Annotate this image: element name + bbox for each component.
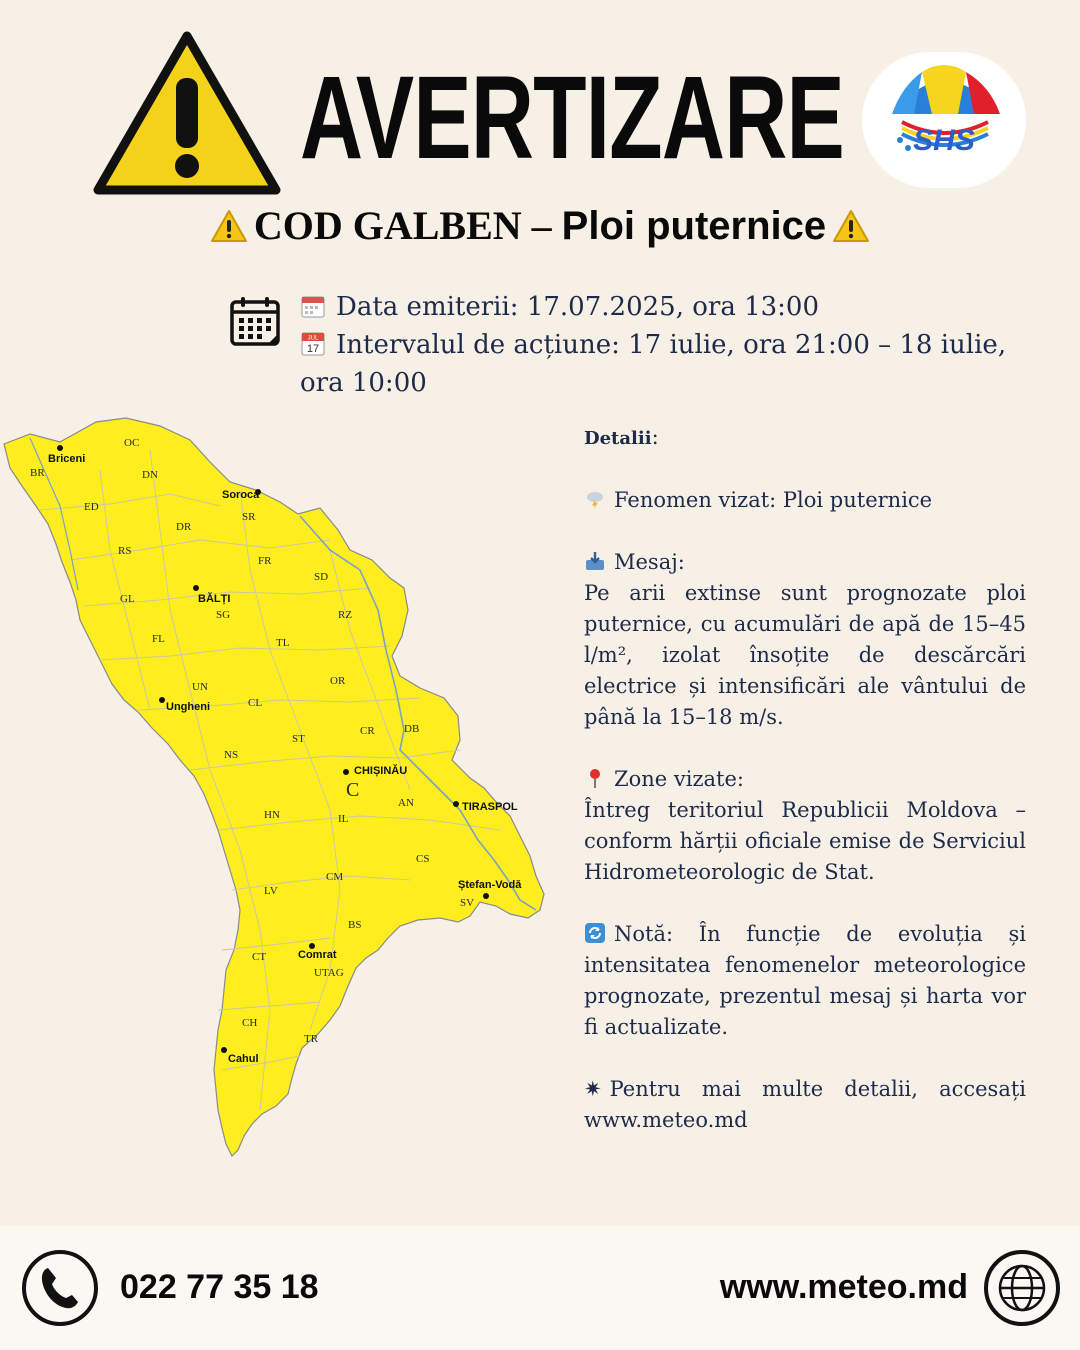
calendar-icon xyxy=(228,294,284,350)
sparkle-icon: ✷ xyxy=(584,1077,602,1101)
action-interval: JUL 17 Intervalul de acțiune: 17 iulie, ora 21:00 – 18 iulie, xyxy=(300,326,1006,364)
district-label: DN xyxy=(142,469,158,481)
district-label: ED xyxy=(84,501,99,513)
city-label: Cahul xyxy=(228,1053,259,1065)
district-label: TR xyxy=(304,1033,319,1045)
message-text: Pe arii extinse sunt prognozate ploi puternice, cu acumulări de apă de 15–45 l/m², izolat însoțite de descărcări electrice și intensificări ale vântului de până la 15–18 m/s. xyxy=(584,581,1026,729)
district-label: UN xyxy=(192,681,208,693)
spiral-calendar-icon xyxy=(300,293,326,319)
district-label: DB xyxy=(404,723,420,735)
city-label: TIRASPOL xyxy=(462,801,518,813)
details-panel: Detalii: Fenomen vizat: Ploi puternice Mesaj: Pe arii extinse sunt prognozate ploi puternice, cu acumulări de apă de 15–45 l/m², izolat însoțite de descărcări electrice și intensificări ale vântului de până la 15–18 m/s. Zone vizate: Întreg teritoriul Republicii Moldova – conform hărții oficiale emise de Serviciul Hidrometeorologic de Stat. Notă: În funcție de evoluția și intensitatea fenomenelor meteorologice prognozate, prezentul mesaj și harta vor fi actualizate. ✷ Pentru mai multe detalii, accesați www.meteo.md xyxy=(584,422,1026,1136)
alert-subtitle xyxy=(0,198,1080,254)
phenomenon-line: Fenomen vizat: Ploi puternice xyxy=(584,485,1026,516)
page-title: AVERTIZARE xyxy=(300,52,845,184)
details-label: Detalii xyxy=(584,428,652,449)
district-label: LV xyxy=(264,885,278,897)
district-label: NS xyxy=(224,749,239,761)
alert-code: COD GALBEN – xyxy=(253,203,552,248)
district-label: SD xyxy=(314,571,329,583)
city-label: Soroca xyxy=(222,489,260,501)
district-label: TL xyxy=(276,637,290,649)
district-label: CT xyxy=(252,951,267,963)
district-label: CR xyxy=(360,725,375,737)
website-link[interactable]: www.meteo.md xyxy=(719,1268,968,1306)
action-interval-end: ora 10:00 xyxy=(300,368,427,398)
logo-text: SHS xyxy=(913,124,975,157)
umbrella-icon xyxy=(862,52,1026,188)
city-label: BĂLȚI xyxy=(198,593,231,605)
pin-icon xyxy=(584,767,606,789)
district-label: SR xyxy=(242,511,256,523)
district-label: OC xyxy=(124,437,140,449)
inbox-tray-icon xyxy=(584,550,606,572)
city-label: Ștefan-Vodă xyxy=(458,879,522,891)
more-info-text: ✷ Pentru mai multe detalii, accesați www.meteo.md xyxy=(584,1077,1026,1132)
svg-text:17: 17 xyxy=(306,343,320,355)
zones-text: Întreg teritoriul Republicii Moldova – conform hărții oficiale emise de Serviciul Hidrometeorologic de Stat. xyxy=(584,798,1026,884)
district-label: GL xyxy=(120,593,135,605)
alert-phenomenon: Ploi puternice xyxy=(561,204,827,248)
city-label: Briceni xyxy=(48,453,86,465)
district-label: CH xyxy=(242,1017,258,1029)
district-label: AN xyxy=(398,797,414,809)
district-label: SG xyxy=(216,609,231,621)
district-label: RS xyxy=(118,545,132,557)
refresh-icon xyxy=(584,922,606,944)
moldova-warning-map xyxy=(0,410,580,1170)
zones-label-line: Zone vizate: xyxy=(584,764,1026,795)
district-label: BS xyxy=(348,919,362,931)
moldova-territory xyxy=(4,418,544,1156)
district-label: OR xyxy=(330,675,346,687)
district-label: CS xyxy=(416,853,430,865)
city-label: Ungheni xyxy=(166,701,210,713)
shs-logo xyxy=(862,52,1026,188)
calendar-date-icon xyxy=(300,331,326,357)
district-label: C xyxy=(346,779,360,801)
district-label: CL xyxy=(248,697,263,709)
city-label: Comrat xyxy=(298,949,337,961)
message-label-line: Mesaj: xyxy=(584,547,1026,578)
warning-icon xyxy=(210,209,248,243)
district-label: IL xyxy=(338,813,349,825)
district-label: HN xyxy=(264,809,280,821)
phone-number[interactable]: 022 77 35 18 xyxy=(120,1268,319,1306)
district-label: ST xyxy=(292,733,305,745)
district-label: RZ xyxy=(338,609,353,621)
district-label: UTAG xyxy=(314,967,344,979)
warning-triangle-icon xyxy=(92,30,282,198)
note-text: Notă: În funcție de evoluția și intensitatea fenomenelor meteorologice prognozate, prezentul mesaj și harta vor fi actualizate. xyxy=(584,922,1026,1039)
warning-icon xyxy=(832,209,870,243)
thunder-cloud-icon xyxy=(584,488,606,510)
city-label: CHIȘINĂU xyxy=(354,765,408,777)
district-label: BR xyxy=(30,467,45,479)
svg-text:JUL: JUL xyxy=(307,335,319,342)
emission-date: Data emiterii: 17.07.2025, ora 13:00 xyxy=(300,288,819,326)
district-label: FL xyxy=(152,633,165,645)
district-label: SV xyxy=(460,897,475,909)
globe-icon xyxy=(982,1248,1062,1328)
district-label: DR xyxy=(176,521,192,533)
district-label: CM xyxy=(326,871,344,883)
district-label: FR xyxy=(258,555,272,567)
